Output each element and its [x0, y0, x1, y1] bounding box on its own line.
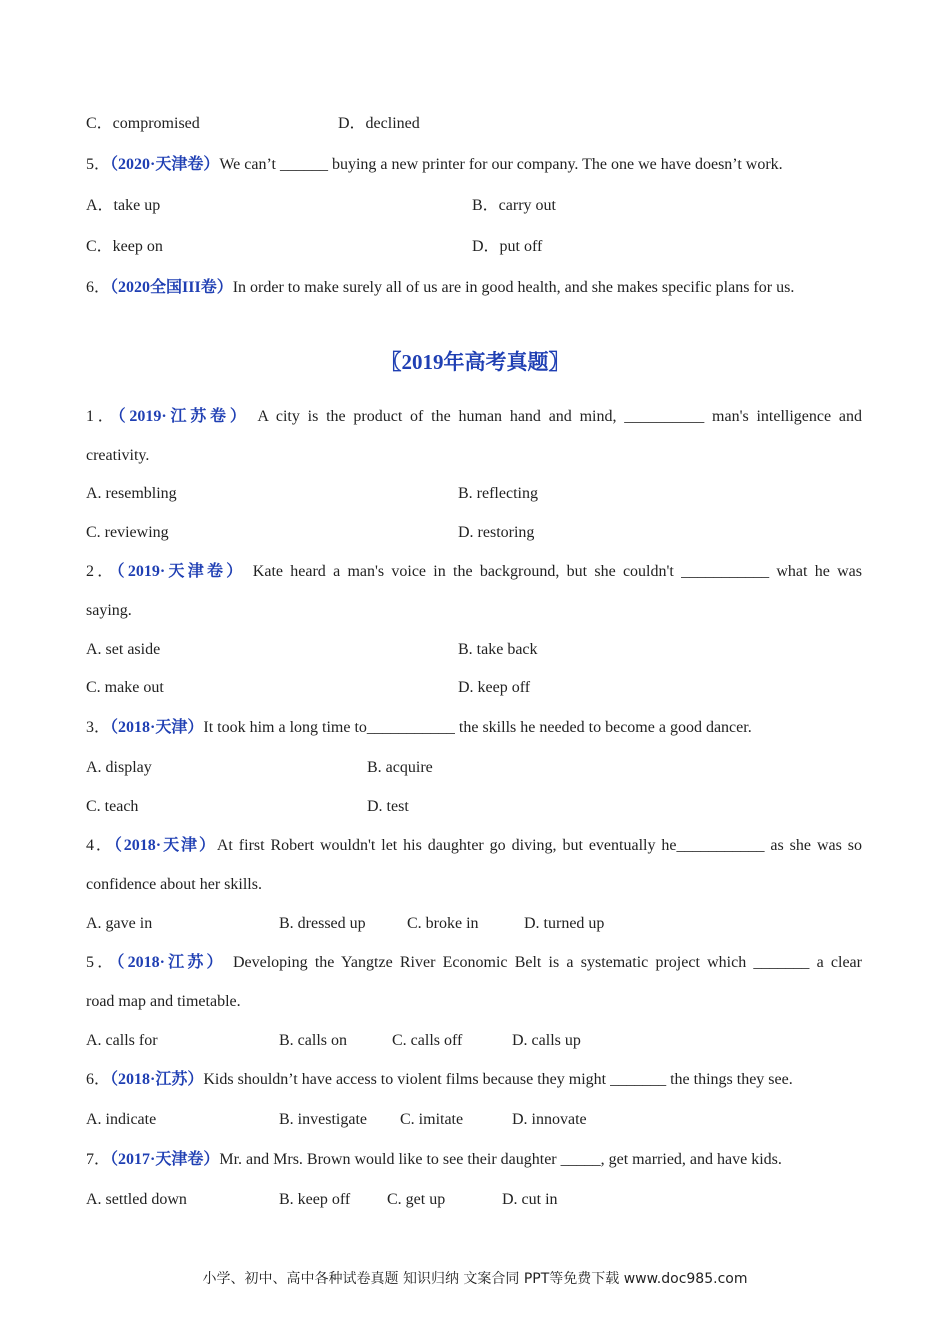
question-number: 7．	[86, 1151, 111, 1168]
question-source: （2019·江苏卷）	[117, 408, 250, 425]
option-c: C. get up	[387, 1191, 446, 1208]
option-b: B. investigate	[279, 1111, 367, 1128]
question-number: 2．	[86, 563, 117, 580]
question-text: A city is the product of the human hand and mind, __________ man's intelligence and	[257, 408, 862, 425]
option-d: D. cut in	[502, 1191, 558, 1208]
question-number: 5．	[86, 156, 111, 173]
question-text-continued: confidence about her skills.	[86, 876, 262, 893]
option-a: A. gave in	[86, 915, 153, 932]
option-c: C. teach	[86, 798, 139, 815]
question-text: It took him a long time to___________ the skills he needed to become a good dancer.	[203, 719, 752, 736]
option-b: B．carry out	[472, 197, 556, 214]
option-c: C．compromised	[86, 115, 200, 132]
option-a: A. calls for	[86, 1032, 158, 1049]
question-source: （2019·天津卷）	[116, 563, 246, 580]
question-text-continued: road map and timetable.	[86, 993, 241, 1010]
question-6	[86, 1070, 793, 1090]
question-text: At first Robert wouldn't let his daughter go diving, but eventually he___________ as she was so	[216, 837, 862, 854]
question-text: Kids shouldn’t have access to violent films because they might _______ the things they see.	[203, 1071, 793, 1088]
question-text: Kate heard a man's voice in the background, but she couldn't ___________ what he was	[252, 563, 862, 580]
option-c: C. calls off	[392, 1032, 463, 1049]
option-b: B. keep off	[279, 1191, 351, 1208]
option-a: A. resembling	[86, 485, 177, 502]
question-text: Developing the Yangtze River Economic Belt is a systematic project which _______ a clear	[232, 954, 862, 971]
question-number: 5．	[86, 954, 117, 971]
option-d: D. restoring	[458, 524, 535, 541]
question-text-continued: saying.	[86, 602, 132, 619]
question-source: （2018·江苏）	[116, 954, 226, 971]
option-c: C. reviewing	[86, 524, 169, 541]
option-a: A．take up	[86, 197, 161, 214]
option-c: C．keep on	[86, 238, 163, 255]
option-d: D．put off	[472, 238, 543, 255]
question-1	[86, 407, 862, 427]
option-b: B. dressed up	[279, 915, 366, 932]
option-d: D. test	[367, 798, 409, 815]
page-footer: 小学、初中、高中各种试卷真题 知识归纳 文案合同 PPT等免费下载 www.doc985.com	[202, 1271, 748, 1287]
option-c: C. imitate	[400, 1111, 464, 1128]
question-source: （2020·天津卷）	[110, 156, 220, 173]
question-number: 6．	[86, 279, 111, 296]
section-title: 〖2019年高考真题〗	[380, 350, 570, 374]
option-b: B. reflecting	[458, 485, 538, 502]
question-source: （2018·天津）	[113, 837, 217, 854]
option-d: D. calls up	[512, 1032, 581, 1049]
question-text: Mr. and Mrs. Brown would like to see their daughter _____, get married, and have kids.	[219, 1151, 782, 1168]
option-a: A. indicate	[86, 1111, 157, 1128]
option-a: A. settled down	[86, 1191, 187, 1208]
question-text: We can’t ______ buying a new printer for our company. The one we have doesn’t work.	[219, 156, 783, 173]
option-a: A. display	[86, 759, 152, 776]
question-source: （2018·江苏）	[110, 1071, 204, 1088]
question-5	[86, 953, 862, 973]
question-2	[86, 562, 862, 582]
option-d: D．declined	[338, 115, 420, 132]
option-a: A. set aside	[86, 641, 161, 658]
question-number: 3．	[86, 719, 111, 736]
question-text: In order to make surely all of us are in good health, and she makes specific plans for us.	[232, 279, 795, 296]
option-d: D. innovate	[512, 1111, 587, 1128]
option-b: B. take back	[458, 641, 538, 658]
question-4	[86, 836, 862, 856]
option-b: B. acquire	[367, 759, 433, 776]
option-c: C. make out	[86, 679, 164, 696]
question-5-2020	[86, 155, 783, 175]
question-3	[86, 718, 752, 738]
question-number: 1．	[86, 408, 118, 425]
question-source: （2020全国III卷）	[110, 279, 233, 296]
question-source: （2017·天津卷）	[110, 1151, 220, 1168]
question-number: 4．	[86, 837, 114, 854]
question-6-2020	[86, 278, 794, 298]
option-d: D. turned up	[524, 915, 605, 932]
option-d: D. keep off	[458, 679, 531, 696]
question-7	[86, 1150, 782, 1170]
option-b: B. calls on	[279, 1032, 347, 1049]
question-number: 6．	[86, 1071, 111, 1088]
question-text-continued: creativity.	[86, 447, 150, 464]
option-c: C. broke in	[407, 915, 479, 932]
question-source: （2018·天津）	[110, 719, 204, 736]
